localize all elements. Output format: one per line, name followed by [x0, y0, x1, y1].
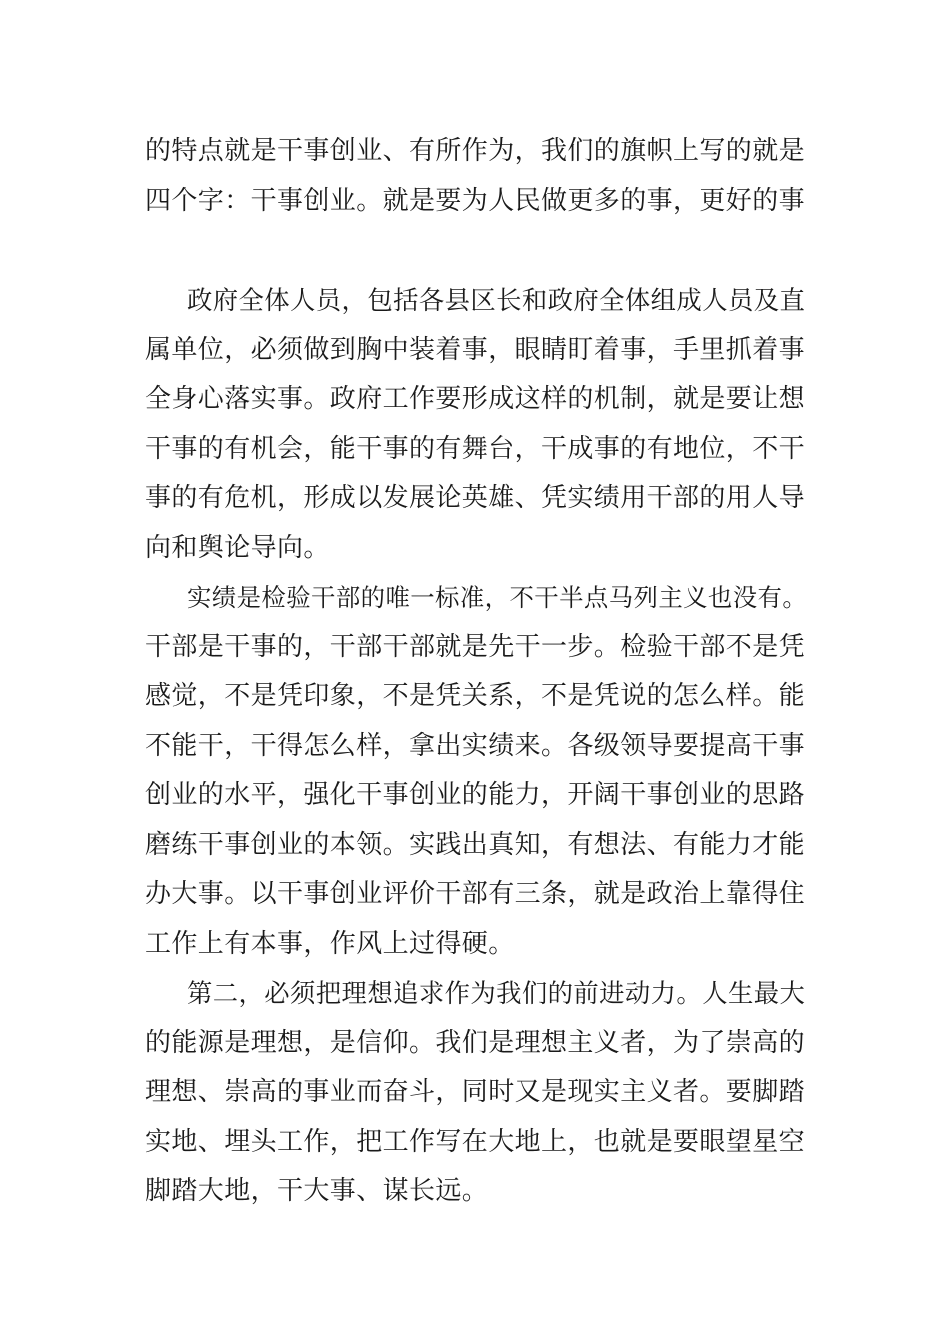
- paragraph-1: [145, 127, 810, 226]
- paragraph-line: 工作上有本事，作风上过得硬。: [145, 928, 515, 959]
- paragraph-line: 感觉，不是凭印象，不是凭关系，不是凭说的怎么样。能: [145, 681, 806, 711]
- paragraph-line: 创业的水平，强化干事创业的能力，开阔干事创业的思路: [145, 780, 806, 810]
- paragraph-line: 干事的有机会，能干事的有舞台，干成事的有地位，不干: [145, 433, 806, 464]
- paragraph-line: 全身心落实事。政府工作要形成这样的机制，就是要让想: [145, 384, 806, 414]
- paragraph-2: [145, 276, 810, 573]
- paragraph-4: [145, 969, 810, 1217]
- paragraph-line: 的特点就是干事创业、有所作为，我们的旗帜上写的就是: [145, 136, 806, 166]
- paragraph-line: 理想、崇高的事业而奋斗，同时又是现实主义者。要脚踏: [145, 1077, 806, 1107]
- paragraph-line: 不能干，干得怎么样，拿出实绩来。各级领导要提高干事: [145, 730, 806, 761]
- paragraph-line: 实地、埋头工作，把工作写在大地上，也就是要眼望星空: [145, 1126, 806, 1157]
- paragraph-line: 四个字：干事创业。就是要为人民做更多的事，更好的事: [145, 185, 806, 216]
- paragraph-3: [145, 573, 810, 969]
- paragraph-line: 磨练干事创业的本领。实践出真知，有想法、有能力才能: [145, 829, 806, 860]
- paragraph-line: 实绩是检验干部的唯一标准，不干半点马列主义也没有。: [187, 583, 808, 612]
- paragraph-line: 办大事。以干事创业评价干部有三条，就是政治上靠得住: [145, 879, 806, 909]
- paragraph-line: 干部是干事的，干部干部就是先干一步。检验干部不是凭: [145, 631, 806, 662]
- paragraph-line: 事的有危机，形成以发展论英雄、凭实绩用干部的用人导: [145, 483, 806, 513]
- paragraph-line: 的能源是理想，是信仰。我们是理想主义者，为了崇高的: [145, 1027, 806, 1058]
- paragraph-line: 向和舆论导向。: [145, 532, 330, 563]
- paragraph-line: 第二，必须把理想追求作为我们的前进动力。人生最大: [187, 978, 806, 1008]
- paragraph-line: 脚踏大地，干大事、谋长远。: [145, 1176, 489, 1206]
- paragraph-line: 属单位，必须做到胸中装着事，眼睛盯着事，手里抓着事: [145, 334, 806, 365]
- paragraph-line: 政府全体人员，包括各县区长和政府全体组成人员及直: [187, 285, 806, 315]
